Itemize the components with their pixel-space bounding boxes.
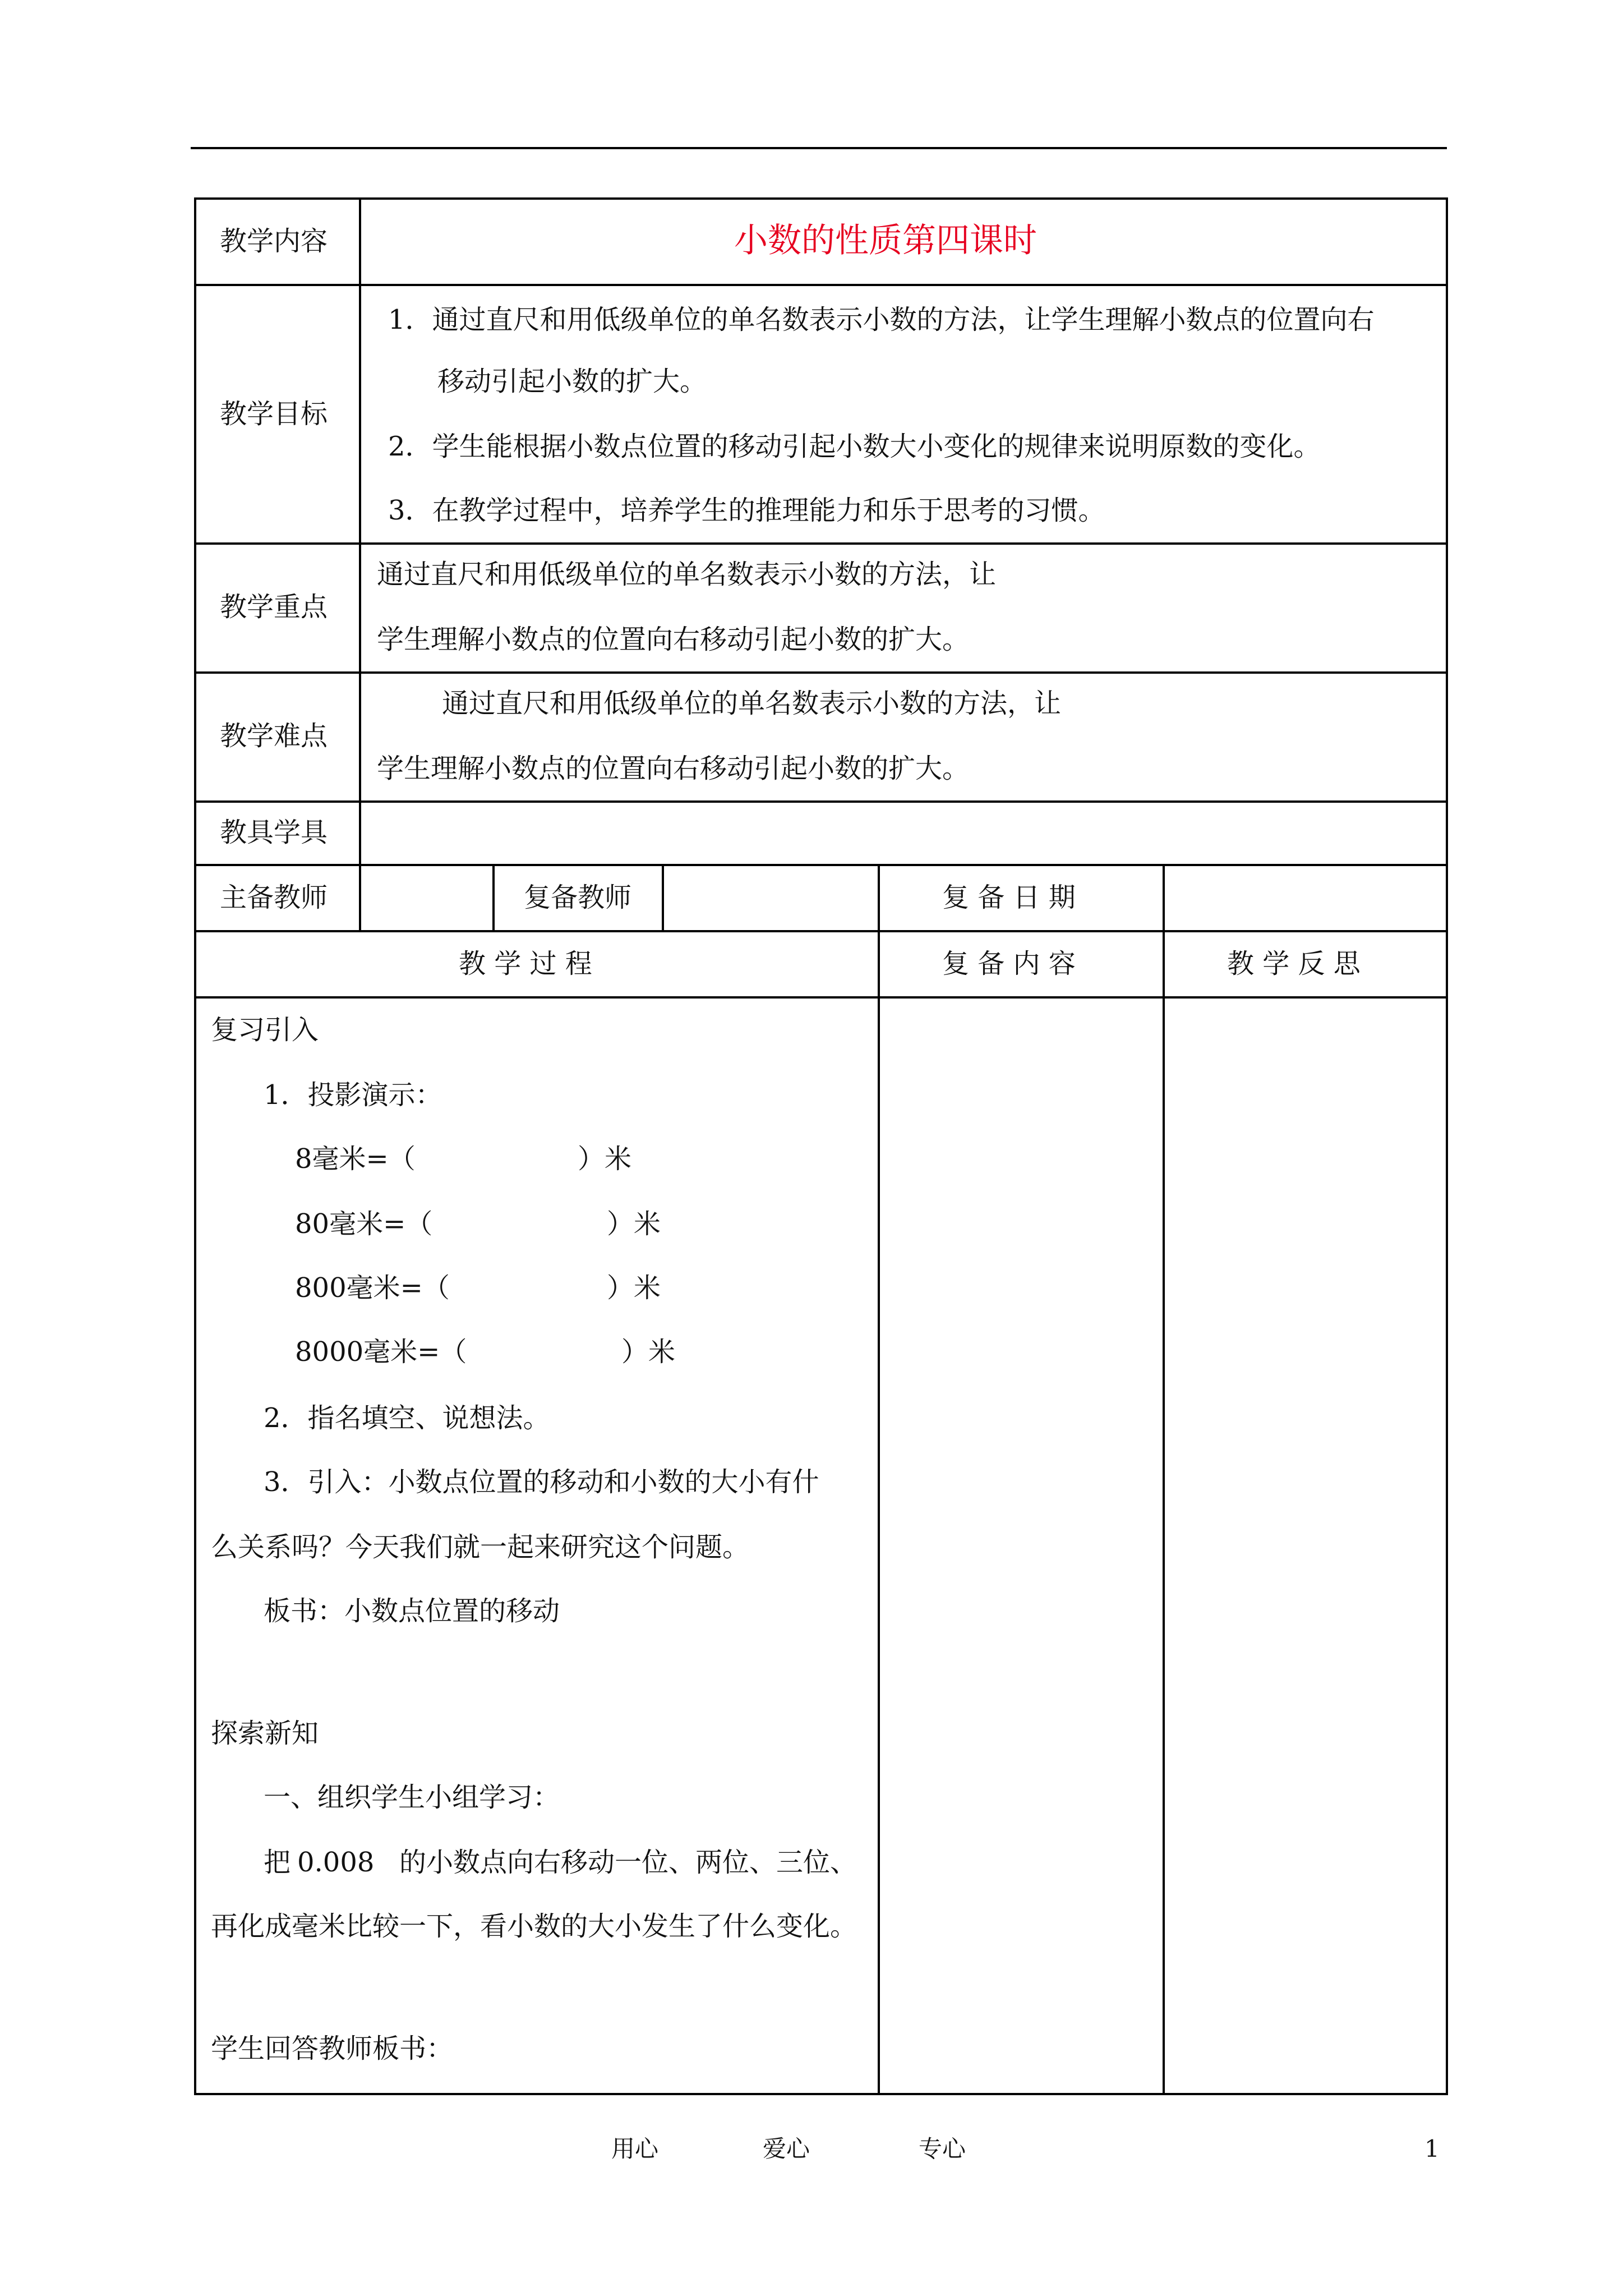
table-border	[194, 930, 1448, 932]
step-3-line-1: 3．引入：小数点位置的移动和小数的大小有什	[264, 1466, 819, 1498]
table-border	[662, 864, 664, 930]
table-border	[194, 197, 1448, 200]
table-border	[194, 284, 1448, 286]
difficulty-line: 学生理解小数点的位置向右移动引起小数的扩大。	[377, 753, 970, 784]
conversion-right: ）米	[607, 1208, 661, 1240]
task-line-2: 再化成毫米比较一下，看小数的大小发生了什么变化。	[211, 1911, 857, 1942]
conversion-left: 8毫米=（	[295, 1143, 416, 1175]
key-line: 通过直尺和用低级单位的单名数表示小数的方法，让	[377, 559, 997, 590]
step-3-line-2: 么关系吗？今天我们就一起来研究这个问题。	[211, 1531, 750, 1563]
difficulty-line: 通过直尺和用低级单位的单名数表示小数的方法，让	[442, 688, 1062, 719]
conversion-right: ）米	[578, 1143, 632, 1175]
step-2: 2．指名填空、说想法。	[264, 1402, 550, 1434]
board-text: 板书：小数点位置的移动	[264, 1595, 560, 1627]
conversion-left: 800毫米=（	[295, 1272, 450, 1304]
step-1: 1．投影演示：	[264, 1079, 442, 1111]
process-header: 教 学 过 程	[459, 948, 592, 979]
table-border	[194, 800, 1448, 803]
task-line-1-start: 把	[264, 1847, 291, 1878]
main-teacher-label: 主备教师	[220, 882, 328, 913]
explore-heading: 探索新知	[211, 1718, 319, 1749]
goal-line: 移动引起小数的扩大。	[437, 366, 707, 397]
footer-item: 用心	[611, 2135, 659, 2162]
key-line: 学生理解小数点的位置向右移动引起小数的扩大。	[377, 624, 970, 655]
header-rule	[191, 147, 1447, 149]
goal-line: 1．通过直尺和用低级单位的单名数表示小数的方法，让学生理解小数点的位置向右	[388, 304, 1375, 335]
page-number: 1	[1424, 2135, 1440, 2162]
co-date-label: 复 备 日 期	[942, 882, 1076, 913]
goal-line: 2．学生能根据小数点位置的移动引起小数大小变化的规律来说明原数的变化。	[388, 431, 1321, 462]
task-line-1-end: 的小数点向右移动一位、两位、三位、	[399, 1847, 857, 1878]
reflection-header: 教 学 反 思	[1227, 948, 1361, 979]
tools-label: 教具学具	[220, 817, 328, 848]
conversion-left: 8000毫米=（	[295, 1336, 467, 1368]
table-border	[194, 2093, 1448, 2095]
key-label: 教学重点	[220, 591, 328, 623]
table-border	[194, 542, 1448, 545]
table-border	[194, 671, 1448, 674]
goal-line: 3．在教学过程中，培养学生的推理能力和乐于思考的习惯。	[388, 495, 1105, 526]
table-border	[1446, 197, 1448, 2095]
footer-item: 爱心	[763, 2135, 810, 2162]
conversion-right: ）米	[621, 1336, 676, 1368]
co-teacher-label: 复备教师	[524, 882, 632, 913]
table-border	[878, 864, 880, 2095]
table-border	[194, 996, 1448, 999]
goals-label: 教学目标	[220, 398, 328, 430]
group-study: 一、组织学生小组学习：	[264, 1782, 560, 1813]
review-heading: 复习引入	[211, 1014, 319, 1046]
table-border	[492, 864, 495, 930]
conversion-left: 80毫米=（	[295, 1208, 433, 1240]
table-border	[359, 197, 361, 930]
table-border	[194, 197, 196, 2095]
answer-text: 学生回答教师板书：	[211, 2033, 454, 2064]
conversion-right: ）米	[607, 1272, 661, 1304]
table-border	[194, 864, 1448, 866]
footer-item: 专心	[919, 2135, 966, 2162]
lesson-title: 小数的性质第四课时	[734, 221, 1037, 260]
table-border	[1163, 864, 1165, 2095]
content-label: 教学内容	[220, 226, 328, 257]
co-content-header: 复 备 内 容	[942, 948, 1076, 979]
difficulty-label: 教学难点	[220, 720, 328, 752]
task-line-1-number: 0.008	[297, 1847, 375, 1878]
